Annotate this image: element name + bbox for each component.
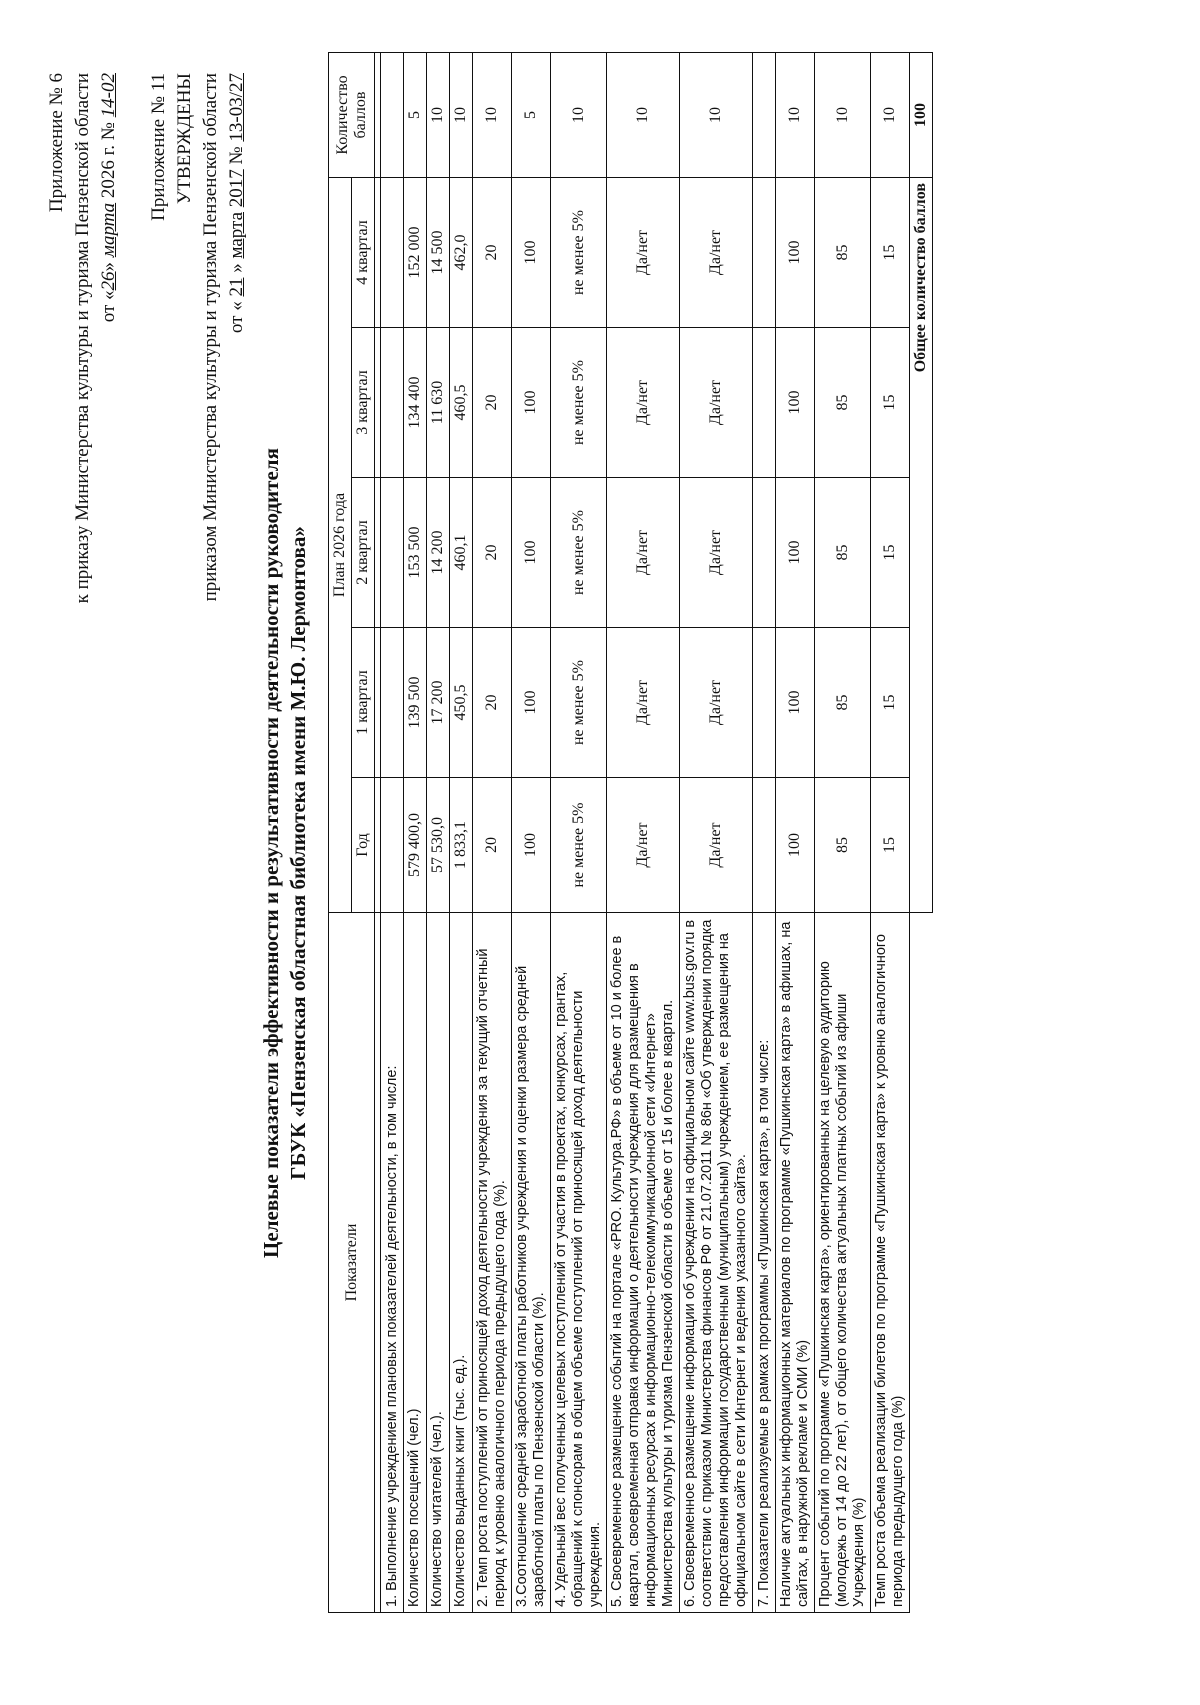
document-title (258, 33, 312, 1673)
header-indicators: Показатели (329, 912, 375, 1612)
table-row: 3.Соотношение средней заработной платы работников учреждения и оценки размера средней заработной платы по Пензенской области (%). 100 100 100 100 100 5 (512, 52, 551, 1612)
total-value: 100 (910, 52, 933, 177)
table-row: 5. Своевременное размещение событий на портале «PRO. Культура.РФ» в объеме от 10 и более в квартал, своевременная отправка информации о деятельности учреждения для размещения в информационных ресурсах в информационно-телекоммуникационной сети «Интернет» Министерства культуры и туризма Пензенской области в объеме от 15 и более в квартал. Да/нет Да/нет Да/нет Да/нет Да/нет 10 (607, 52, 680, 1612)
approved-label: УТВЕРЖДЕНЫ (174, 72, 195, 204)
rotated-document-page (30, 33, 1170, 1673)
header-year: Год (352, 777, 375, 912)
handwritten-day: 26 (98, 270, 119, 290)
handwritten-month: марта (98, 202, 119, 257)
table-row: Количество читателей (чел.). 57 530,0 17 200 14 200 11 630 14 500 10 (427, 52, 450, 1612)
header-plan: План 2026 года (329, 177, 352, 912)
appendix-11-date: от « 21 » марта 2017 № 13-03/27 (226, 72, 247, 333)
header-q3: 3 квартал (352, 327, 375, 477)
section-7-row (753, 52, 776, 1612)
total-row (910, 52, 933, 1612)
table-row: Темп роста объема реализации билетов по программе «Пушкинская карта» к уровню аналогичного периода предыдущего года (%) 15 15 15 15 15 10 (871, 52, 910, 1612)
appendix-11-number: Приложение № 11 (148, 72, 169, 221)
appendix-11-header (146, 73, 250, 601)
table-row: Количество выданных книг (тыс. ед.). 1 833,1 450,5 460,1 460,5 462,0 10 (450, 52, 473, 1612)
appendix-6-date: от «26» марта 2026 г. № 14-02 (98, 72, 119, 322)
section-7-label: 7. Показатели реализуемые в рамках программы «Пушкинская карта», в том числе: (753, 912, 776, 1612)
table-row: 2. Темп роста поступлений от приносящей доход деятельности учреждения за текущий отчетный период к уровню аналогичного периода предыдущего года (%). 20 20 20 20 20 10 (473, 52, 512, 1612)
table-row: Количество посещений (чел.) 579 400,0 139 500 153 500 134 400 152 000 5 (404, 52, 427, 1612)
section-1-row (381, 52, 404, 1612)
handwritten-order-number: 14-02 (98, 72, 119, 117)
table-row: 4. Удельный вес полученных целевых поступлений от участия в проектах, конкурсах, грантах, обращений к спонсорам в общем объеме поступлений от приносящей доход деятельности учреждения. не менее 5% не менее 5% не менее 5% не менее 5% не менее 5% 10 (551, 52, 607, 1612)
appendix-6-number: Приложение № 6 (46, 72, 67, 212)
appendix-6-order-line: к приказу Министерства культуры и туризма Пензенской области (72, 72, 93, 603)
appendix-6-header (44, 73, 122, 603)
table-row: 6. Своевременное размещение информации об учреждении на официальном сайте www.bus.gov.ru в соответствии с приказом Министерства финансов РФ от 21.07.2011 № 86н «Об утверждении порядка предоставления информации государственным (муниципальным) учреждением, ее размещения на официальном сайте в сети Интернет и ведения указанного сайта». Да/нет Да/нет Да/нет Да/нет Да/нет 10 (680, 52, 753, 1612)
header-q4: 4 квартал (352, 177, 375, 327)
total-label: Общее количество баллов (910, 177, 933, 912)
approved-by-line: приказом Министерства культуры и туризма Пензенской области (200, 72, 221, 601)
title-line-1: Целевые показатели эффективности и результативности деятельности руководителя (259, 447, 283, 1258)
section-1-label: 1. Выполнение учреждением плановых показателей деятельности, в том числе: (381, 912, 404, 1612)
header-points: Количество баллов (329, 52, 375, 177)
table-header-row-1 (329, 52, 352, 1612)
header-q1: 1 квартал (352, 627, 375, 777)
table-row: Процент событий по программе «Пушкинская карта», ориентированных на целевую аудиторию (молодежь от 14 до 22 лет), от общего количества актуальных платных событий из афиши Учреждения (%) 85 85 85 85 85 10 (815, 52, 871, 1612)
header-q2: 2 квартал (352, 477, 375, 627)
title-line-2: ГБУК «Пензенская областная библиотека имени М.Ю. Лермонтова» (286, 525, 310, 1180)
table-row: Наличие актуальных информационных материалов по программе «Пушкинская карта» в афишах, на сайтах, в наружной рекламе и СМИ (%) 100 100 100 100 100 10 (776, 52, 815, 1612)
indicators-table (328, 52, 933, 1613)
